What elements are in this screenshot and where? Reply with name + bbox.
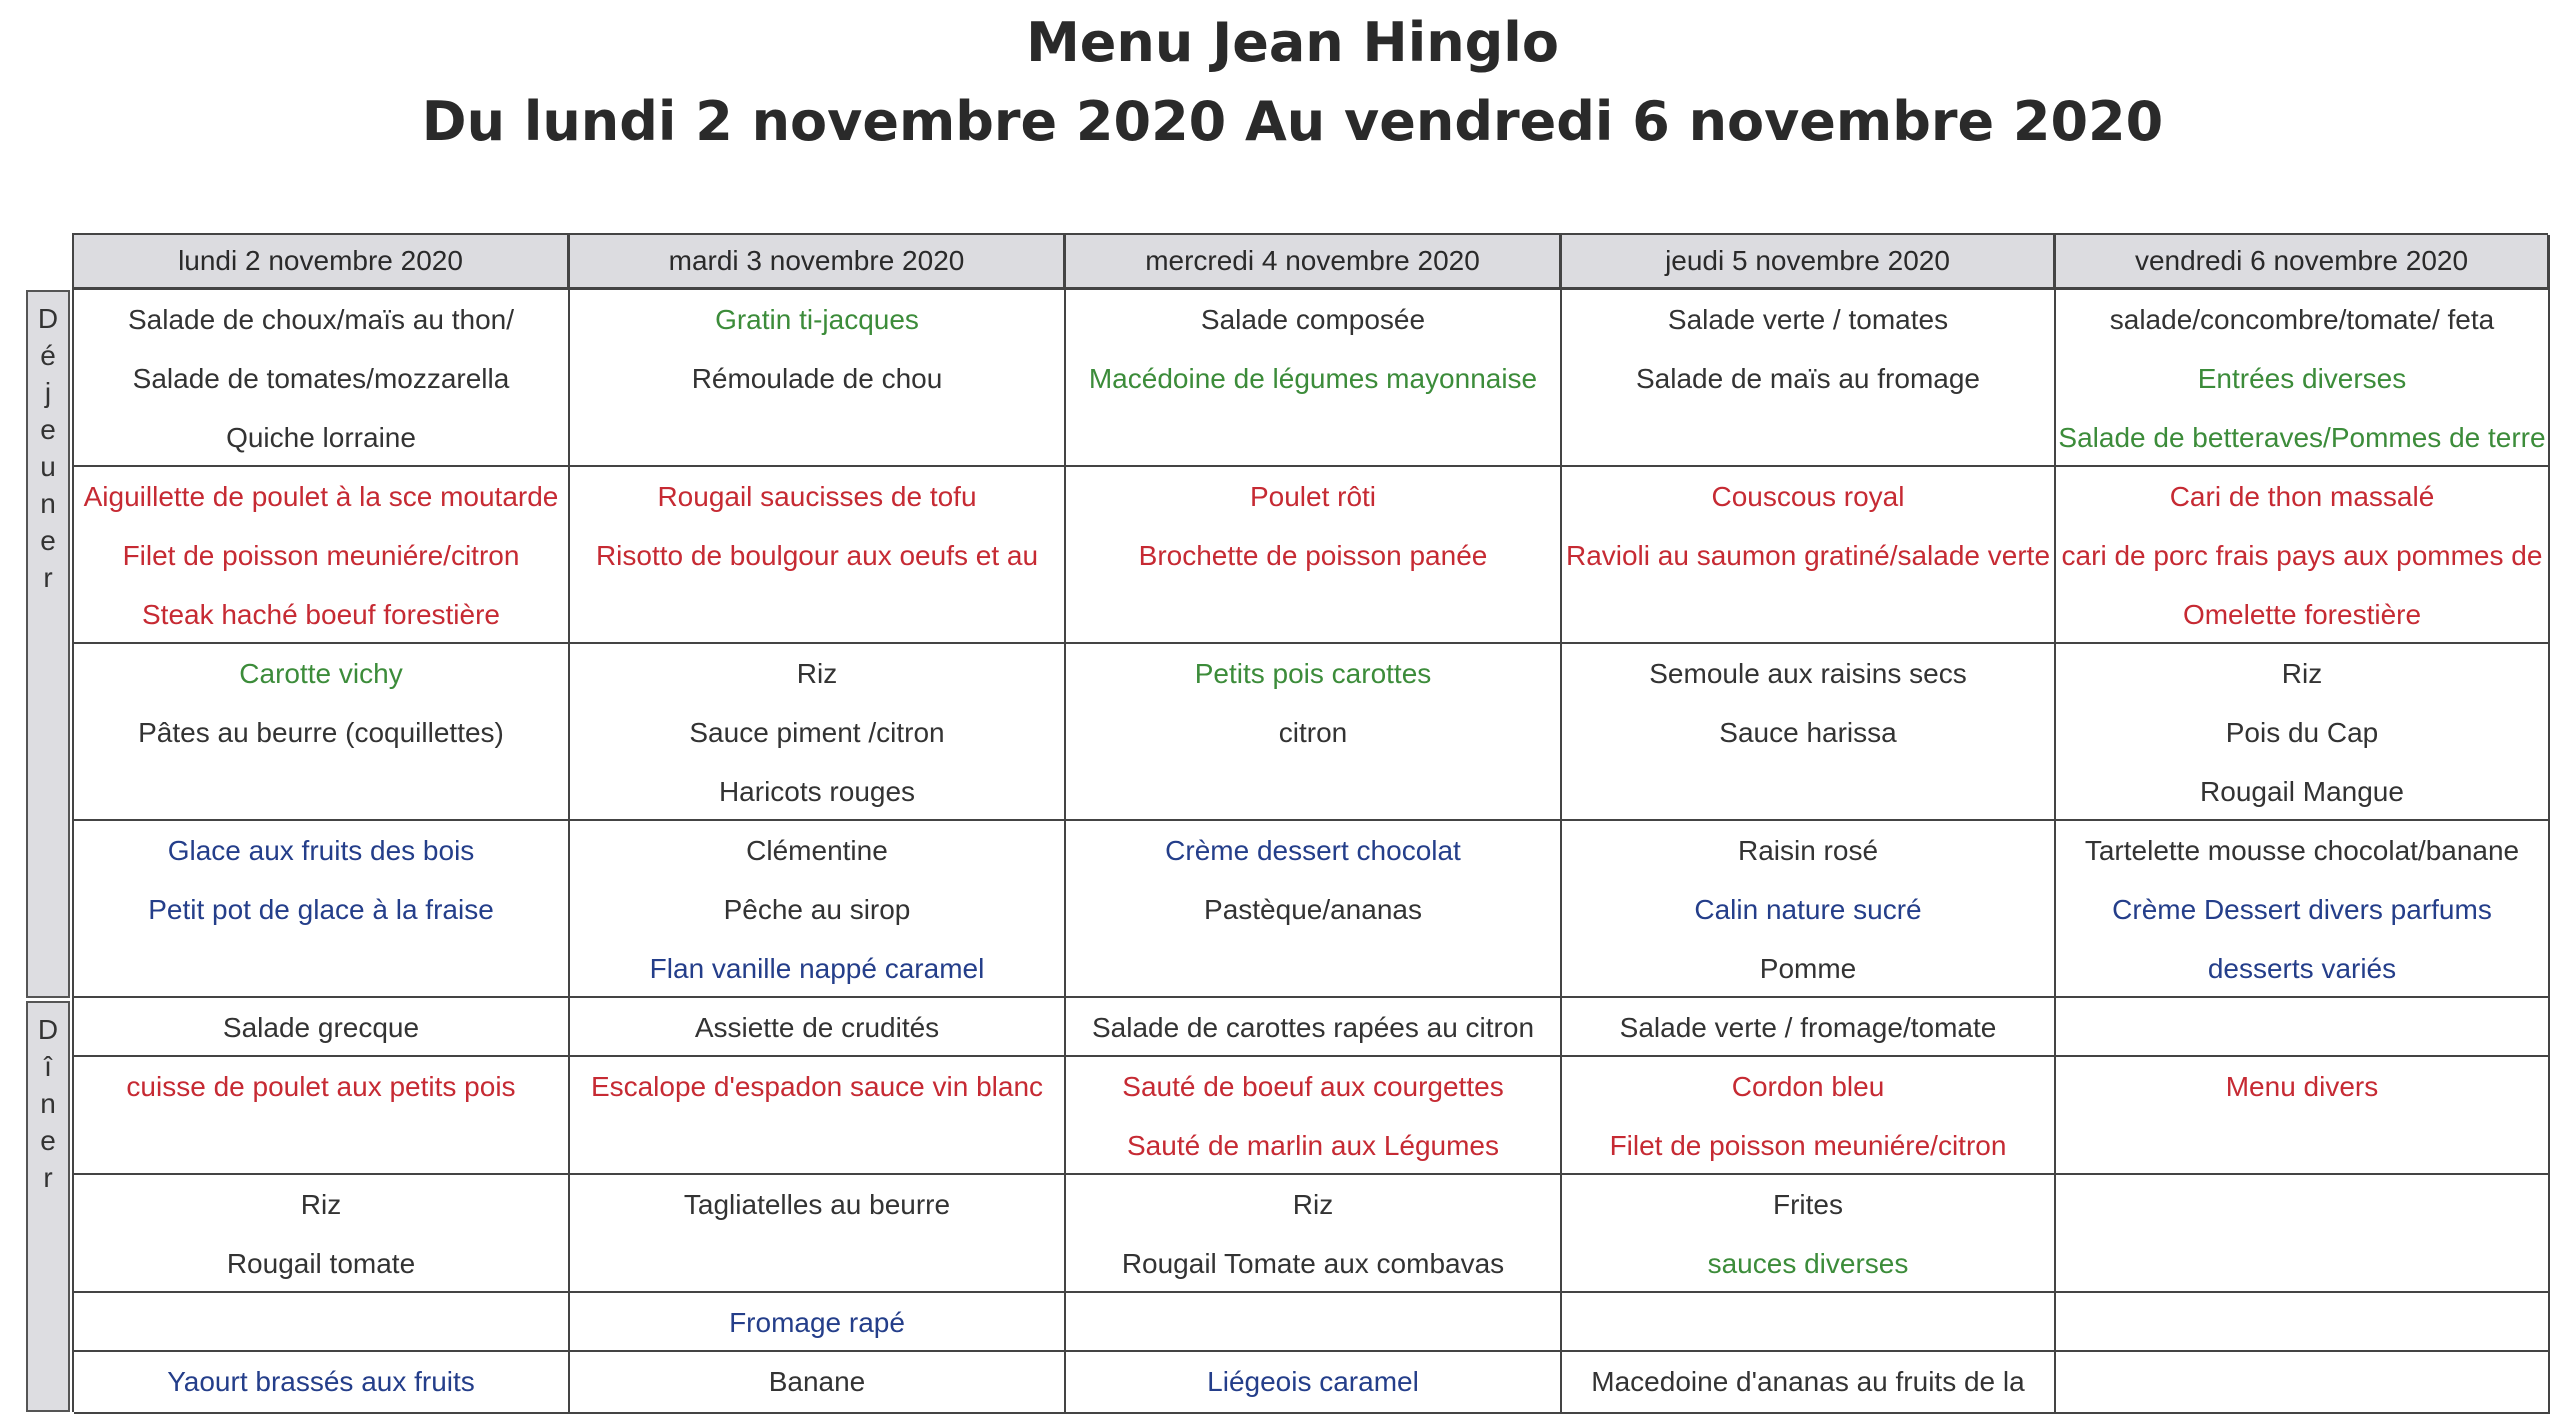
menu-cell [1066,1175,1562,1293]
menu-cell [74,1293,570,1352]
menu-cell [570,1293,1066,1352]
sidebar-dejeuner [26,290,70,998]
menu-cell [570,644,1066,821]
menu-item: Petits pois carottes [1194,658,1432,689]
menu-cell [570,467,1066,644]
vertical-letter: e [40,1125,56,1156]
menu-item: cari de porc frais pays aux pommes de [2061,540,2543,571]
menu-item: Salade de betteraves/Pommes de terre [2058,422,2546,453]
menu-item: Fromage rapé [729,1307,905,1338]
diner-label [28,1003,68,1196]
menu-item: Haricots rouges [718,776,916,807]
menu-item: Petit pot de glace à la fraise [148,894,494,925]
menu-item: Pâtes au beurre (coquillettes) [138,717,504,748]
menu-cell [1562,467,2056,644]
vertical-letter: e [40,525,56,556]
menu-cell [2056,644,2550,821]
day-header: mercredi 4 novembre 2020 [1066,235,1562,290]
menu-item: desserts variés [2207,953,2397,984]
menu-cell [1562,644,2056,821]
day-header: vendredi 6 novembre 2020 [2056,235,2550,290]
day-header: mardi 3 novembre 2020 [570,235,1066,290]
menu-cell [1562,1293,2056,1352]
vertical-letter: e [40,414,56,445]
menu-cell [1066,1057,1562,1175]
menu-item: Rémoulade de chou [691,363,943,394]
menu-item: Salade de maïs au fromage [1636,363,1980,394]
menu-item: cuisse de poulet aux petits pois [126,1071,516,1102]
menu-item: Carotte vichy [239,658,403,689]
menu-cell [74,1352,570,1414]
menu-item: Rougail tomate [226,1248,416,1279]
menu-item: Salade verte / fromage/tomate [1619,1012,1997,1043]
day-header: jeudi 5 novembre 2020 [1562,235,2056,290]
menu-item: Yaourt brassés aux fruits [167,1366,475,1397]
vertical-letter: r [43,562,53,593]
menu-item: Quiche lorraine [226,422,416,453]
page-title: Menu Jean Hinglo [1026,11,1559,74]
menu-item: Couscous royal [1711,481,1905,512]
menu-item: Sauce harissa [1719,717,1897,748]
menu-cell [2056,290,2550,467]
menu-item: Pêche au sirop [723,894,911,925]
menu-item: Banane [768,1366,866,1397]
menu-cell [570,1175,1066,1293]
menu-item: Riz [2281,658,2323,689]
menu-item: Menu divers [2225,1071,2379,1102]
menu-cell [2056,467,2550,644]
menu-cell [74,467,570,644]
vertical-letter: n [40,1088,56,1119]
menu-item: Crème dessert chocolat [1165,835,1461,866]
sidebar-diner [26,1001,70,1412]
menu-cell [74,821,570,998]
vertical-letter: D [37,303,59,334]
menu-cell [2056,998,2550,1057]
menu-cell [1562,821,2056,998]
menu-item: Sauté de boeuf aux courgettes [1122,1071,1504,1102]
menu-cell [1066,998,1562,1057]
day-header: lundi 2 novembre 2020 [74,235,570,290]
menu-item: Flan vanille nappé caramel [649,953,985,984]
menu-item: Pois du Cap [2225,717,2379,748]
menu-item: Salade de tomates/mozzarella [132,363,510,394]
vertical-letter: r [43,1162,53,1193]
menu-item: Riz [300,1189,342,1220]
menu-item: salade/concombre/tomate/ feta [2109,304,2495,335]
menu-cell [2056,1293,2550,1352]
menu-item: Pomme [1759,953,1857,984]
menu-item: Steak haché boeuf forestière [141,599,500,630]
menu-item: Filet de poisson meuniére/citron [1609,1130,2007,1161]
menu-cell [570,1352,1066,1414]
menu-item: Salade composée [1200,304,1426,335]
menu-cell [2056,1352,2550,1414]
menu-item: Aiguillette de poulet à la sce moutarde [83,481,559,512]
menu-item: Brochette de poisson panée [1138,540,1488,571]
vertical-letter: î [44,1051,52,1082]
menu-cell [2056,1057,2550,1175]
menu-cell [570,1057,1066,1175]
menu-cell [1562,1175,2056,1293]
menu-item: Tagliatelles au beurre [683,1189,951,1220]
menu-item: Glace aux fruits des bois [167,835,475,866]
menu-item: Pastèque/ananas [1204,894,1422,925]
menu-item: Macédoine de légumes mayonnaise [1088,363,1538,394]
vertical-letter: é [40,340,56,371]
menu-item: Crème Dessert divers parfums [2112,894,2492,925]
menu-item: Poulet rôti [1249,481,1377,512]
menu-cell [570,821,1066,998]
menu-cell [2056,1175,2550,1293]
menu-item: Gratin ti-jacques [715,304,919,335]
menu-item: Frites [1773,1189,1843,1220]
menu-cell [1066,290,1562,467]
menu-cell [74,1057,570,1175]
menu-cell [1066,644,1562,821]
menu-item: Salade de choux/maïs au thon/ [127,304,515,335]
menu-item: Macedoine d'ananas au fruits de la [1591,1366,2025,1397]
menu-cell [1562,998,2056,1057]
vertical-letter: D [37,1014,59,1045]
menu-cell [570,290,1066,467]
menu-item: Riz [1292,1189,1334,1220]
menu-item: sauces diverses [1707,1248,1909,1279]
menu-cell [1562,1057,2056,1175]
page-subtitle: Du lundi 2 novembre 2020 Au vendredi 6 novembre 2020 [421,90,2164,153]
menu-item: Calin nature sucré [1694,894,1922,925]
menu-cell [74,644,570,821]
menu-item: Salade de carottes rapées au citron [1091,1012,1535,1043]
menu-item: Cari de thon massalé [2169,481,2435,512]
menu-cell [1066,1352,1562,1414]
menu-item: Rougail Tomate aux combavas [1121,1248,1505,1279]
menu-item: Riz [796,658,838,689]
menu-item: Sauce piment /citron [689,717,945,748]
menu-cell [570,998,1066,1057]
menu-cell [74,290,570,467]
menu-cell [2056,821,2550,998]
menu-item: Rougail Mangue [2200,776,2404,807]
menu-item: Sauté de marlin aux Légumes [1127,1130,1499,1161]
menu-item: Semoule aux raisins secs [1649,658,1967,689]
menu-item: Filet de poisson meuniére/citron [122,540,520,571]
menu-item: Salade grecque [222,1012,420,1043]
dejeuner-label [28,292,68,596]
menu-item: Omelette forestière [2182,599,2422,630]
menu-item: Liégeois caramel [1207,1366,1419,1397]
vertical-letter: u [40,451,56,482]
vertical-letter: n [40,488,56,519]
menu-cell [1066,1293,1562,1352]
menu-item: citron [1278,717,1348,748]
menu-cell [1066,821,1562,998]
menu-cell [1066,467,1562,644]
menu-item: Salade verte / tomates [1667,304,1949,335]
menu-cell [74,998,570,1057]
menu-item: Raisin rosé [1737,835,1879,866]
menu-item: Cordon bleu [1731,1071,1885,1102]
menu-cell [1562,1352,2056,1414]
menu-item: Tartelette mousse chocolat/banane [2084,835,2520,866]
menu-item: Rougail saucisses de tofu [657,481,977,512]
menu-item: Ravioli au saumon gratiné/salade verte [1565,540,2051,571]
menu-item: Clémentine [746,835,888,866]
vertical-letter: j [44,377,52,408]
menu-item: Risotto de boulgour aux oeufs et au [595,540,1039,571]
menu-cell [74,1175,570,1293]
menu-item: Entrées diverses [2197,363,2407,394]
menu-item: Escalope d'espadon sauce vin blanc [590,1071,1044,1102]
menu-table [72,233,2548,1412]
menu-item: Assiette de crudités [694,1012,940,1043]
menu-cell [1562,290,2056,467]
